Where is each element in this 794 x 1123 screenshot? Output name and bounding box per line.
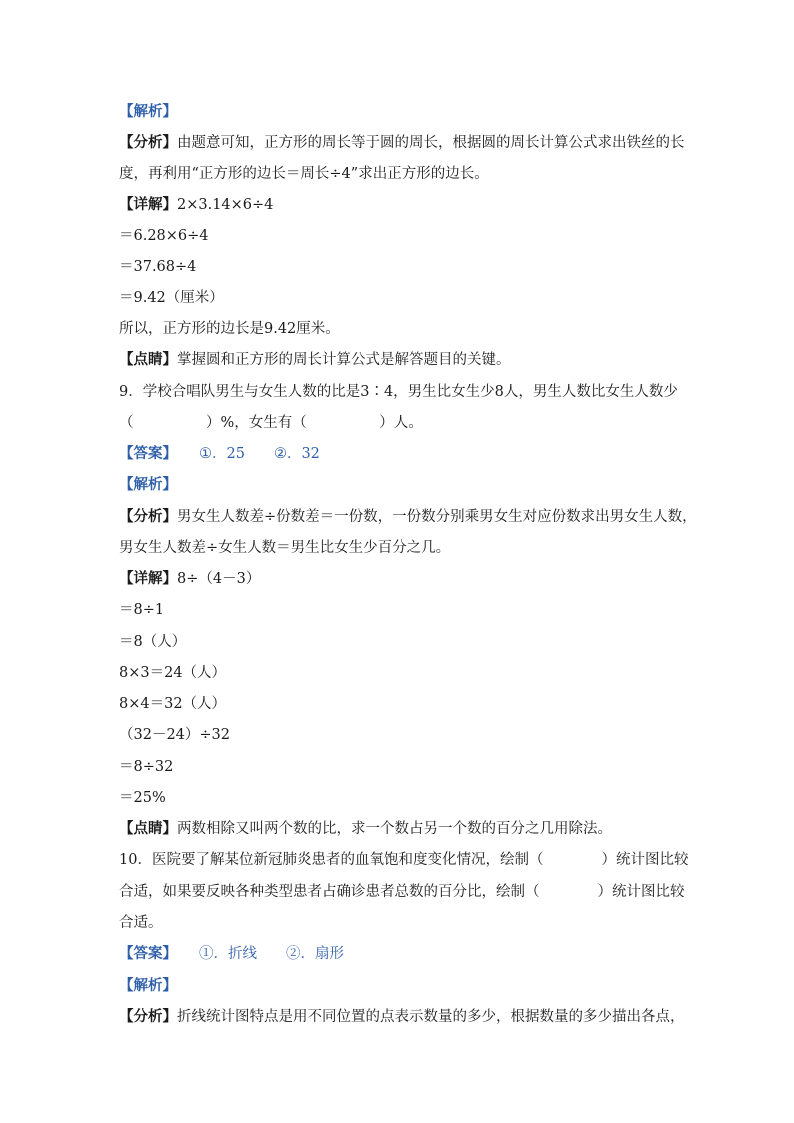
calc-step: 2×3.14×6÷4: [177, 197, 274, 213]
dianjing-label: 【点睛】: [119, 351, 177, 368]
calc-step: 8÷（4－3）: [177, 571, 261, 587]
calc-step: ＝6.28×6÷4: [119, 228, 209, 244]
fenxi-label: 【分析】: [119, 508, 177, 525]
conclusion-text: 所以，正方形的边长是9.42厘米。: [119, 321, 340, 337]
fenxi-text: 折线统计图特点是用不同位置的点表示数量的多少，根据数量的多少描出各点，: [177, 1009, 685, 1025]
dianjing-label: 【点睛】: [119, 820, 177, 837]
calc-step: ＝8÷32: [119, 759, 174, 775]
fenxi-text: 由题意可知，正方形的周长等于圆的周长，根据圆的周长计算公式求出铁丝的长: [177, 135, 685, 151]
fenxi-text-cont: 男女生人数差÷女生人数＝男生比女生少百分之几。: [119, 540, 451, 556]
xiangjie-label: 【详解】: [119, 570, 177, 587]
dianjing-line: [119, 350, 511, 370]
question-10-text: 10．医院要了解某位新冠肺炎患者的血氧饱和度变化情况，绘制（ ）统计图比较: [119, 852, 689, 868]
fenxi-line: [119, 1007, 685, 1027]
calc-step: 8×3＝24（人）: [119, 665, 227, 681]
fenxi-line: [119, 133, 685, 153]
answer-line: [119, 444, 320, 464]
analysis-label: 【解析】: [119, 977, 177, 994]
calc-step: ＝25%: [119, 790, 166, 806]
calc-step: ＝8÷1: [119, 602, 165, 618]
dianjing-text: 掌握圆和正方形的周长计算公式是解答题目的关键。: [177, 352, 511, 368]
question-9-text: 9．学校合唱队男生与女生人数的比是3∶4，男生比女生少8人，男生人数比女生人数少: [119, 384, 678, 400]
fenxi-text: 男女生人数差÷份数差＝一份数，一份数分别乘男女生对应份数求出男女生人数，: [177, 509, 697, 525]
answer-text: ①．25 ②．32: [199, 446, 320, 462]
dianjing-text: 两数相除又叫两个数的比，求一个数占另一个数的百分之几用除法。: [177, 821, 612, 837]
calc-step: 8×4＝32（人）: [119, 696, 227, 712]
dianjing-line: [119, 819, 612, 839]
calc-step: ＝37.68÷4: [119, 259, 197, 275]
answer-label: 【答案】: [119, 445, 177, 462]
fenxi-label: 【分析】: [119, 1008, 177, 1025]
answer-label: 【答案】: [119, 945, 177, 962]
question-10-text-cont: 合适，如果要反映各种类型患者占确诊患者总数的百分比，绘制（ ）统计图比较: [119, 884, 685, 900]
fenxi-label: 【分析】: [119, 134, 177, 151]
xiangjie-line: [119, 195, 273, 215]
question-9-text-cont: （ ）%，女生有（ ）人。: [119, 415, 423, 431]
fenxi-line: [119, 507, 697, 527]
analysis-label: 【解析】: [119, 103, 177, 120]
analysis-label: 【解析】: [119, 476, 177, 493]
calc-step: ＝8（人）: [119, 634, 187, 650]
calc-step: ＝9.42（厘米）: [119, 290, 224, 306]
xiangjie-line: [119, 569, 260, 589]
question-10-text-cont: 合适。: [119, 915, 163, 931]
answer-line: [119, 944, 344, 964]
calc-step: （32－24）÷32: [119, 727, 231, 743]
fenxi-text-cont: 度，再利用“正方形的边长＝周长÷4”求出正方形的边长。: [119, 166, 489, 182]
answer-text: ①．折线 ②．扇形: [199, 946, 344, 962]
xiangjie-label: 【详解】: [119, 196, 177, 213]
